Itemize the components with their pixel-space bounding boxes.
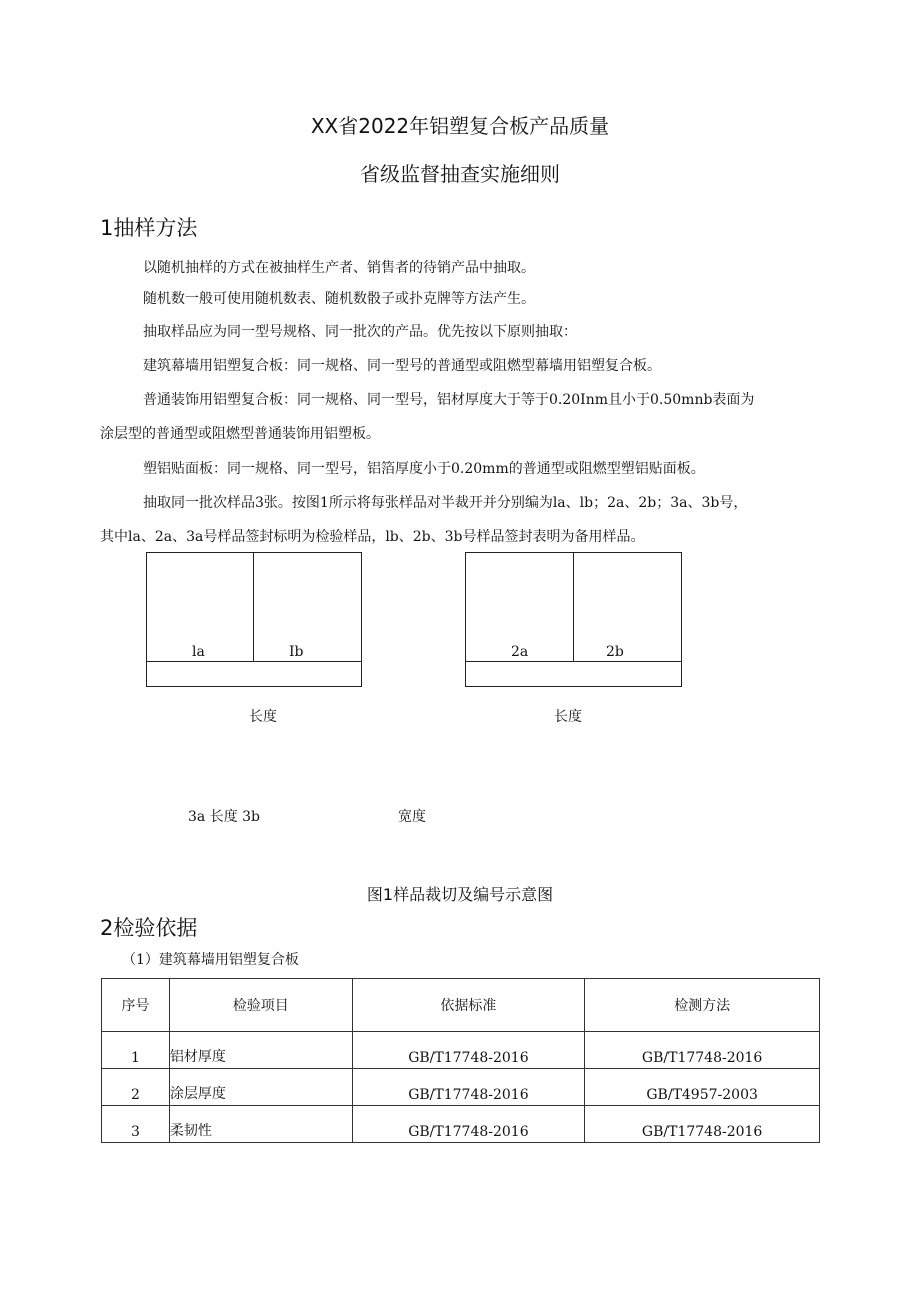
label-3a-3b: 3a 长度 3b — [188, 809, 261, 825]
label-2b: 2b — [606, 644, 624, 660]
table-row — [102, 1032, 820, 1069]
paragraph: 建筑幕墙用铝塑复合板：同一规格、同一型号的普通型或阻燃型幕墙用铝塑复合板。 — [143, 358, 661, 374]
sample-sheet-1 — [146, 552, 362, 687]
label-1b: Ib — [289, 644, 304, 660]
header-cell: 检验项目 — [169, 979, 352, 1032]
paragraph: 随机数一般可使用随机数表、随机数骰子或扑克牌等方法产生。 — [143, 291, 535, 307]
cell-method: GB/T17748-2016 — [585, 1032, 820, 1069]
cell-standard: GB/T17748-2016 — [352, 1069, 585, 1106]
inspection-table — [101, 978, 820, 1143]
cell-index: 3 — [102, 1106, 170, 1143]
cell-method: GB/T4957-2003 — [585, 1069, 820, 1106]
cell-item: 涂层厚度 — [169, 1069, 352, 1106]
paragraph: 抽取样品应为同一型号规格、同一批次的产品。优先按以下原则抽取： — [143, 324, 577, 340]
header-cell: 序号 — [102, 979, 170, 1032]
cut-line — [253, 552, 254, 661]
paragraph: 以随机抽样的方式在被抽样生产者、销售者的待销产品中抽取。 — [143, 260, 535, 276]
label-2a: 2a — [511, 644, 529, 660]
table-row — [102, 1069, 820, 1106]
cell-standard: GB/T17748-2016 — [352, 1032, 585, 1069]
paragraph: 普通装饰用铝塑复合板：同一规格、同一型号，铝材厚度大于等于0.20Inm且小于0.50mnb表面为 — [143, 392, 755, 408]
cell-standard: GB/T17748-2016 — [352, 1106, 585, 1143]
doc-title-line2: 省级监督抽查实施细则 — [360, 162, 560, 186]
cell-method: GB/T17748-2016 — [585, 1106, 820, 1143]
section2-heading: 2检验依据 — [100, 916, 198, 940]
cell-index: 2 — [102, 1069, 170, 1106]
cell-index: 1 — [102, 1032, 170, 1069]
figure-caption: 图1样品裁切及编号示意图 — [366, 885, 554, 904]
section1-heading: 1抽样方法 — [100, 216, 198, 240]
divider — [146, 661, 361, 662]
divider — [465, 661, 681, 662]
paragraph: 其中la、2a、3a号样品签封标明为检验样品，lb、2b、3b号样品签封表明为备用样品。 — [100, 529, 645, 545]
cell-item: 柔韧性 — [169, 1106, 352, 1143]
table-row — [102, 1106, 820, 1143]
paragraph: 涂层型的普通型或阻燃型普通装饰用铝塑板。 — [100, 426, 380, 442]
length-label: 长度 — [249, 709, 277, 725]
width-label: 宽度 — [398, 809, 426, 825]
paragraph: 塑铝贴面板：同一规格、同一型号，铝箔厚度小于0.20mm的普通型或阻燃型塑铝贴面板。 — [143, 461, 705, 477]
cell-item: 铝材厚度 — [169, 1032, 352, 1069]
label-1a: la — [192, 644, 205, 660]
doc-title-line1: XX省2022年铝塑复合板产品质量 — [310, 114, 610, 138]
subheading: （1）建筑幕墙用铝塑复合板 — [122, 952, 299, 968]
paragraph: 抽取同一批次样品3张。按图1所示将每张样品对半裁开并分别编为la、lb；2a、2b；3a、3b号， — [143, 495, 748, 511]
length-label: 长度 — [554, 709, 582, 725]
header-cell: 检测方法 — [585, 979, 820, 1032]
table-header-row — [102, 979, 820, 1032]
cut-line — [573, 552, 574, 661]
header-cell: 依据标准 — [352, 979, 585, 1032]
